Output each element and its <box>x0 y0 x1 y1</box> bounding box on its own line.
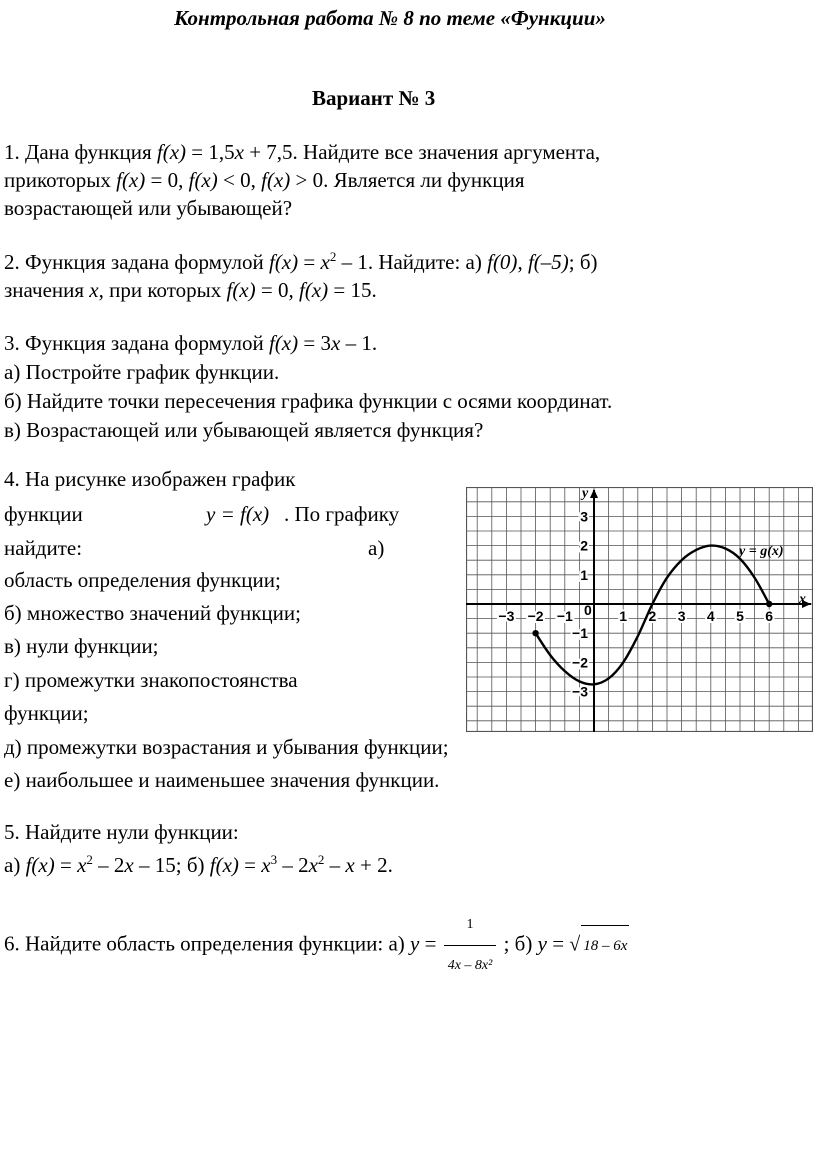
text: = 15. <box>328 278 377 302</box>
math: y <box>537 931 547 956</box>
math: 18 – 6x <box>583 938 628 955</box>
task3-line4: в) Возрастающей или убывающей является функция? <box>4 418 484 442</box>
math: f(x) <box>298 278 329 302</box>
text: – 15; б) <box>133 853 210 877</box>
task4-line9: д) промежутки возрастания и убывания функции; <box>4 735 449 759</box>
text: 2. Функция задана формулой <box>4 250 269 274</box>
text: а) <box>368 536 385 560</box>
math: x <box>330 331 341 355</box>
task4-line5: б) множество значений функции; <box>4 601 301 625</box>
math: f(x) <box>268 331 299 355</box>
math: x <box>77 853 87 877</box>
exponent: 2 <box>329 249 337 264</box>
math: y <box>410 931 420 956</box>
page-title: Контрольная работа № 8 по теме «Функции» <box>174 6 606 30</box>
task4-line6: в) нули функции; <box>4 634 159 658</box>
endpoint-dot <box>532 630 538 636</box>
text: > 0. Является ли функция <box>290 168 525 192</box>
math: f(x) <box>25 853 55 877</box>
graph-frame <box>467 488 813 732</box>
x-tick-label: 5 <box>736 608 744 624</box>
text: = 3 <box>298 331 331 355</box>
text: < 0, <box>217 168 262 192</box>
text: – 1. <box>340 331 378 355</box>
y-tick-label: −3 <box>572 683 588 700</box>
text: = 0, <box>145 168 189 192</box>
x-axis-label: x <box>799 592 806 607</box>
series-label: y = g(x) <box>739 544 784 559</box>
text: 1. Дана функция <box>4 140 157 164</box>
math: x <box>124 853 134 877</box>
text: = <box>419 931 442 956</box>
text: = 1,5 <box>186 140 235 164</box>
exponent: 2 <box>86 852 93 867</box>
task2-line2 <box>4 278 377 302</box>
math: f(x) <box>261 168 291 192</box>
text: ; б) <box>498 931 538 956</box>
y-axis-label: y <box>582 487 589 501</box>
task4-line10: е) наибольшее и наименьшее значения функции. <box>4 768 440 792</box>
task5-line1: 5. Найдите нули функции: <box>4 820 239 844</box>
math: f(0) <box>487 250 518 274</box>
x-tick-label: −1 <box>556 608 573 624</box>
endpoint-dot <box>766 601 772 607</box>
text: функции <box>4 502 83 526</box>
text: = <box>238 853 262 877</box>
text: – <box>324 853 346 877</box>
x-tick-label: 2 <box>648 608 657 624</box>
math: f(x) <box>116 168 146 192</box>
task4-line7: г) промежутки знакопостоянства <box>4 668 298 692</box>
text: 6. Найдите область определения функции: а) <box>4 931 411 956</box>
task1-line1 <box>4 140 600 164</box>
y-tick-label: −2 <box>572 654 588 671</box>
task3-line1 <box>4 331 377 355</box>
exponent: 3 <box>270 852 278 867</box>
text: – 2 <box>277 853 309 877</box>
text: = <box>298 250 321 274</box>
math: y = f(x) <box>206 502 270 526</box>
task3-line2: а) Постройте график функции. <box>4 360 280 384</box>
task4-line8: функции; <box>4 701 89 725</box>
text: , <box>517 250 528 274</box>
radicand <box>581 925 629 966</box>
sqrt-icon: √ <box>569 933 581 956</box>
text: = <box>546 931 570 956</box>
math: f(x) <box>188 168 218 192</box>
y-tick-label: 3 <box>580 508 588 525</box>
task4-line2 <box>4 502 400 526</box>
math: x <box>320 250 330 274</box>
math: f(x) <box>209 853 239 877</box>
math: x <box>234 140 244 164</box>
variant-heading: Вариант № 3 <box>312 86 436 110</box>
y-tick-label: 2 <box>580 537 588 554</box>
task4-line1: 4. На рисунке изображен график <box>4 467 296 491</box>
x-tick-label: −3 <box>498 608 515 624</box>
fraction-numerator: 1 <box>444 905 497 946</box>
task2-line1 <box>4 250 598 274</box>
math: x <box>89 278 99 302</box>
text: значения <box>4 278 90 302</box>
math: f(x) <box>226 278 256 302</box>
math: 4x – 8x² <box>447 958 493 973</box>
y-axis-arrow-icon <box>590 489 598 498</box>
text: = 0, <box>255 278 299 302</box>
axes <box>466 489 811 732</box>
text: , при которых <box>98 278 227 302</box>
fraction <box>444 905 497 986</box>
task4-line4: область определения функции; <box>4 568 281 592</box>
math: f(x) <box>268 250 299 274</box>
grid <box>466 487 813 732</box>
math: f(–5) <box>527 250 569 274</box>
text: + 7,5. Найдите все значения аргумента, <box>243 140 601 164</box>
text: ; б) <box>568 250 598 274</box>
y-tick-label: 1 <box>580 566 588 583</box>
x-tick-label: 4 <box>706 608 715 624</box>
function-graph <box>466 487 813 732</box>
text: 3. Функция задана формулой <box>4 331 269 355</box>
text: . По графику <box>284 502 400 526</box>
x-tick-label: 1 <box>619 608 628 624</box>
text: = <box>54 853 78 877</box>
text: + 2. <box>354 853 393 877</box>
math: x <box>345 853 355 877</box>
text: найдите: <box>4 536 83 560</box>
task1-line3: возрастающей или убывающей? <box>4 196 293 220</box>
text: а) <box>4 853 26 877</box>
task5-line2 <box>4 853 393 877</box>
task6-line1 <box>4 905 629 986</box>
exponent: 2 <box>317 852 325 867</box>
x-tick-label: −2 <box>527 608 544 624</box>
math: x <box>261 853 271 877</box>
math: x <box>308 853 318 877</box>
task3-line3: б) Найдите точки пересечения графика функции с осями координат. <box>4 389 613 413</box>
text: прикоторых <box>4 168 117 192</box>
y-tick-label: −1 <box>572 625 588 642</box>
x-tick-label: 3 <box>677 608 686 624</box>
task1-line2 <box>4 168 525 192</box>
text: – 1. Найдите: а) <box>336 250 488 274</box>
task4-line3 <box>4 536 404 560</box>
text: – 2 <box>92 853 125 877</box>
x-tick-label: 6 <box>765 608 774 624</box>
origin-label: 0 <box>584 602 592 618</box>
math: f(x) <box>156 140 187 164</box>
fraction-denominator <box>444 946 497 986</box>
